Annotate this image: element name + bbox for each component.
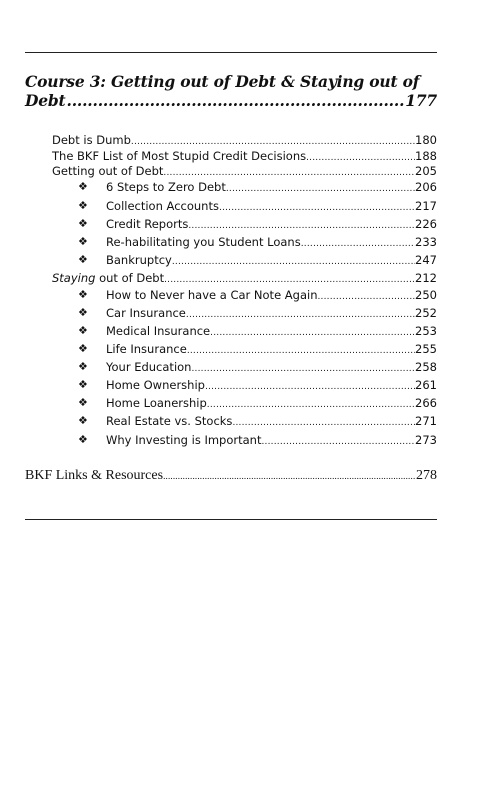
toc-entry-page: 278 [416, 468, 437, 483]
toc-subentry[interactable] [106, 360, 437, 376]
bullet-icon: ❖ [78, 414, 88, 427]
bullet-icon: ❖ [78, 180, 88, 193]
toc-entry-label: BKF Links & Resources [25, 468, 164, 483]
toc-entry-label [52, 271, 164, 285]
dot-leader [306, 151, 415, 165]
course-title-word: Debt [25, 91, 66, 110]
toc-entry-page: 212 [415, 271, 437, 285]
bullet-icon: ❖ [78, 253, 88, 266]
toc-entry-label-italic: Staying [52, 271, 96, 285]
toc-entry-page: 233 [415, 235, 437, 249]
dot-leader [205, 380, 415, 394]
dot-leader [210, 326, 415, 340]
toc-entry-label: Re-habilitating you Student Loans [106, 235, 301, 249]
bullet-icon: ❖ [78, 342, 88, 355]
toc-entry-page: 247 [415, 253, 437, 267]
toc-entry-label: Home Ownership [106, 378, 205, 392]
course-title-line2 [25, 91, 437, 110]
dot-leader [301, 237, 415, 251]
toc-subentry[interactable] [106, 306, 437, 322]
toc-entry-page: 258 [415, 360, 437, 374]
toc-entry-page: 273 [415, 433, 437, 447]
toc-entry-page: 226 [415, 217, 437, 231]
toc-entry-page: 271 [415, 414, 437, 428]
toc-entry-label: 6 Steps to Zero Debt [106, 180, 226, 194]
toc-subentry[interactable] [106, 396, 437, 412]
toc-entry-page: 255 [415, 342, 437, 356]
dot-leader [67, 91, 405, 110]
toc-subentry[interactable] [106, 235, 437, 251]
bullet-icon: ❖ [78, 360, 88, 373]
toc-entry-page: 205 [415, 164, 437, 178]
toc-entry-page: 250 [415, 288, 437, 302]
dot-leader [226, 182, 415, 196]
toc-entry-label: Real Estate vs. Stocks [106, 414, 233, 428]
toc-entry-label: Car Insurance [106, 306, 186, 320]
bottom-rule [25, 519, 437, 520]
bullet-icon: ❖ [78, 288, 88, 301]
dot-leader [187, 344, 415, 358]
toc-entry-label: Bankruptcy [106, 253, 172, 267]
toc-subentry[interactable] [106, 433, 437, 449]
toc-subentry[interactable] [106, 217, 437, 233]
toc-entry-label: Why Investing is Important [106, 433, 262, 447]
dot-leader [318, 290, 416, 304]
dot-leader [188, 219, 415, 233]
toc-entry-page: 252 [415, 306, 437, 320]
toc-entry-page: 206 [415, 180, 437, 194]
toc-entry-page: 217 [415, 199, 437, 213]
toc-subentry[interactable] [106, 414, 437, 430]
toc-entry-page: 261 [415, 378, 437, 392]
toc-entry-label: Collection Accounts [106, 199, 219, 213]
toc-entry-label: Your Education [106, 360, 192, 374]
toc-subentry[interactable] [106, 324, 437, 340]
dot-leader [164, 273, 415, 287]
toc-subentry[interactable] [106, 199, 437, 215]
toc-entry-label: Getting out of Debt [52, 164, 164, 178]
toc-entry-getting-out[interactable] [52, 164, 437, 180]
bullet-icon: ❖ [78, 235, 88, 248]
toc-entry-label-rest: out of Debt [95, 271, 165, 285]
toc-entry-label: How to Never have a Car Note Again [106, 288, 318, 302]
bullet-icon: ❖ [78, 306, 88, 319]
dot-leader [163, 166, 415, 180]
toc-entry-label: Credit Reports [106, 217, 189, 231]
toc-entry-debt-is-dumb[interactable] [52, 133, 437, 149]
bullet-icon: ❖ [78, 396, 88, 409]
toc-subentry[interactable] [106, 378, 437, 394]
toc-subentry[interactable] [106, 288, 437, 304]
toc-entry-label: Home Loanership [106, 396, 207, 410]
toc-subentry[interactable] [106, 342, 437, 358]
toc-entry-stupid-decisions[interactable] [52, 149, 437, 165]
course-title-line1: Course 3: Getting out of Debt & Staying out of [25, 72, 420, 91]
dot-leader [131, 135, 415, 149]
toc-entry-label: The BKF List of Most Stupid Credit Decisions [52, 149, 307, 163]
toc-entry-page: 253 [415, 324, 437, 338]
toc-entry-page: 266 [415, 396, 437, 410]
bullet-icon: ❖ [78, 199, 88, 212]
toc-entry-label: Debt is Dumb [52, 133, 131, 147]
toc-entry-page: 188 [415, 149, 437, 163]
toc-subentry[interactable] [106, 180, 437, 196]
bullet-icon: ❖ [78, 378, 88, 391]
bullet-icon: ❖ [78, 433, 88, 446]
dot-leader [186, 308, 415, 322]
dot-leader [191, 362, 415, 376]
dot-leader [163, 469, 416, 483]
toc-entry-links[interactable] [25, 469, 437, 483]
course-heading[interactable] [25, 72, 437, 110]
bullet-icon: ❖ [78, 217, 88, 230]
toc-entry-label: Life Insurance [106, 342, 187, 356]
top-rule [25, 52, 437, 53]
toc-subentry[interactable] [106, 253, 437, 269]
dot-leader [207, 398, 415, 412]
dot-leader [219, 201, 415, 215]
dot-leader [261, 435, 415, 449]
toc-entry-label: Medical Insurance [106, 324, 211, 338]
course-page-number: 177 [405, 91, 437, 110]
toc-entry-staying-out[interactable] [52, 271, 437, 287]
toc-entry-page: 180 [415, 133, 437, 147]
dot-leader [172, 255, 415, 269]
bullet-icon: ❖ [78, 324, 88, 337]
dot-leader [232, 416, 415, 430]
